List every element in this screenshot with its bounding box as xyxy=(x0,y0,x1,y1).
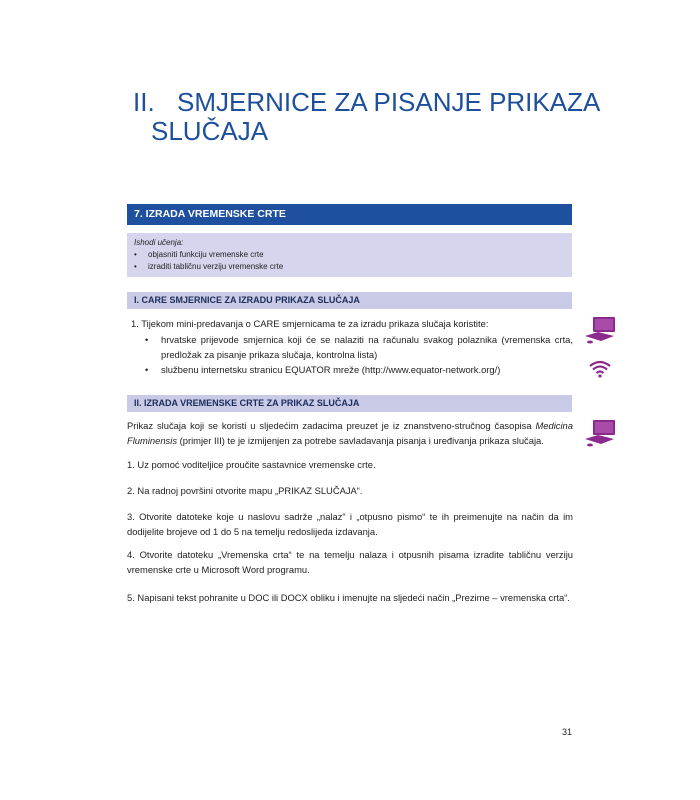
computer-icon xyxy=(584,316,618,344)
timeline-subheading: II. IZRADA VREMENSKE CRTE ZA PRIKAZ SLUČAJA xyxy=(127,395,572,412)
learning-outcomes-box xyxy=(127,233,572,277)
timeline-step: 5. Napisani tekst pohranite u DOC ili DOCX obliku i imenujte na sljedeći način „Prezime – vremenska crta“. xyxy=(127,592,570,603)
computer-icon xyxy=(584,419,618,447)
bullet-dot: • xyxy=(145,364,149,375)
care-bullet xyxy=(145,362,573,377)
outcome-item: • objasniti funkciju vremenske crte xyxy=(134,249,565,261)
timeline-step: 3. Otvorite datoteke koje u naslovu sadrže „nalaz“ i „otpusno pismo“ te ih preimenujte na način da im dodijelite brojeve od 1 do 5 na temelju redoslijeda izdavanja. xyxy=(127,511,573,537)
journal-name: Medicina Fluminensis xyxy=(127,420,573,446)
chapter-title-text: SMJERNICE ZA PISANJE PRIKAZA xyxy=(177,87,601,117)
timeline-step: 2. Na radnoj površini otvorite mapu „PRIKAZ SLUČAJA“. xyxy=(127,485,363,496)
care-intro: 1. Tijekom mini-predavanja o CARE smjernicama te za izradu prikaza slučaja koristite: xyxy=(131,318,489,329)
outcome-item: • izraditi tabličnu verziju vremenske crte xyxy=(134,261,565,273)
care-subheading: I. CARE SMJERNICE ZA IZRADU PRIKAZA SLUČAJA xyxy=(127,292,572,309)
section-header: 7. IZRADA VREMENSKE CRTE xyxy=(127,204,572,225)
timeline-step: 1. Uz pomoć voditeljice proučite sastavnice vremenske crte. xyxy=(127,459,376,470)
page-number: 31 xyxy=(562,727,573,737)
outcomes-heading: Ishodi učenja: xyxy=(134,238,184,247)
care-bullet-text: službenu internetsku stranicu EQUATOR mreže (http://www.equator-network.org/) xyxy=(161,364,501,375)
timeline-intro-after: (primjer III) te je izmijenjen za potrebe savladavanja pisanja i uređivanja prikaza slučaja. xyxy=(177,435,544,446)
timeline-intro-before: Prikaz slučaja koji se koristi u sljedećim zadacima preuzet je iz znanstveno-stručnog časopisa xyxy=(127,420,536,431)
timeline-intro xyxy=(127,418,573,448)
bullet-dot: • xyxy=(145,334,149,345)
care-bullet xyxy=(145,332,573,362)
care-bullet-text: hrvatske prijevode smjernica koji će se nalaziti na računalu svakog polaznika (vremenska crta, predložak za pisanje prikaza slučaja, kontrolna lista) xyxy=(161,334,573,360)
chapter-number: II. xyxy=(133,87,155,117)
chapter-title-line1 xyxy=(133,88,603,117)
chapter-title xyxy=(133,88,603,146)
wifi-icon xyxy=(589,360,611,378)
chapter-title-line2: SLUČAJA xyxy=(151,116,269,146)
outcomes-list xyxy=(134,249,565,273)
timeline-step: 4. Otvorite datoteku „Vremenska crta“ te na temelju nalaza i otpusnih pisama izradite tabličnu verziju vremenske crte u Microsoft Word programu. xyxy=(127,549,573,575)
